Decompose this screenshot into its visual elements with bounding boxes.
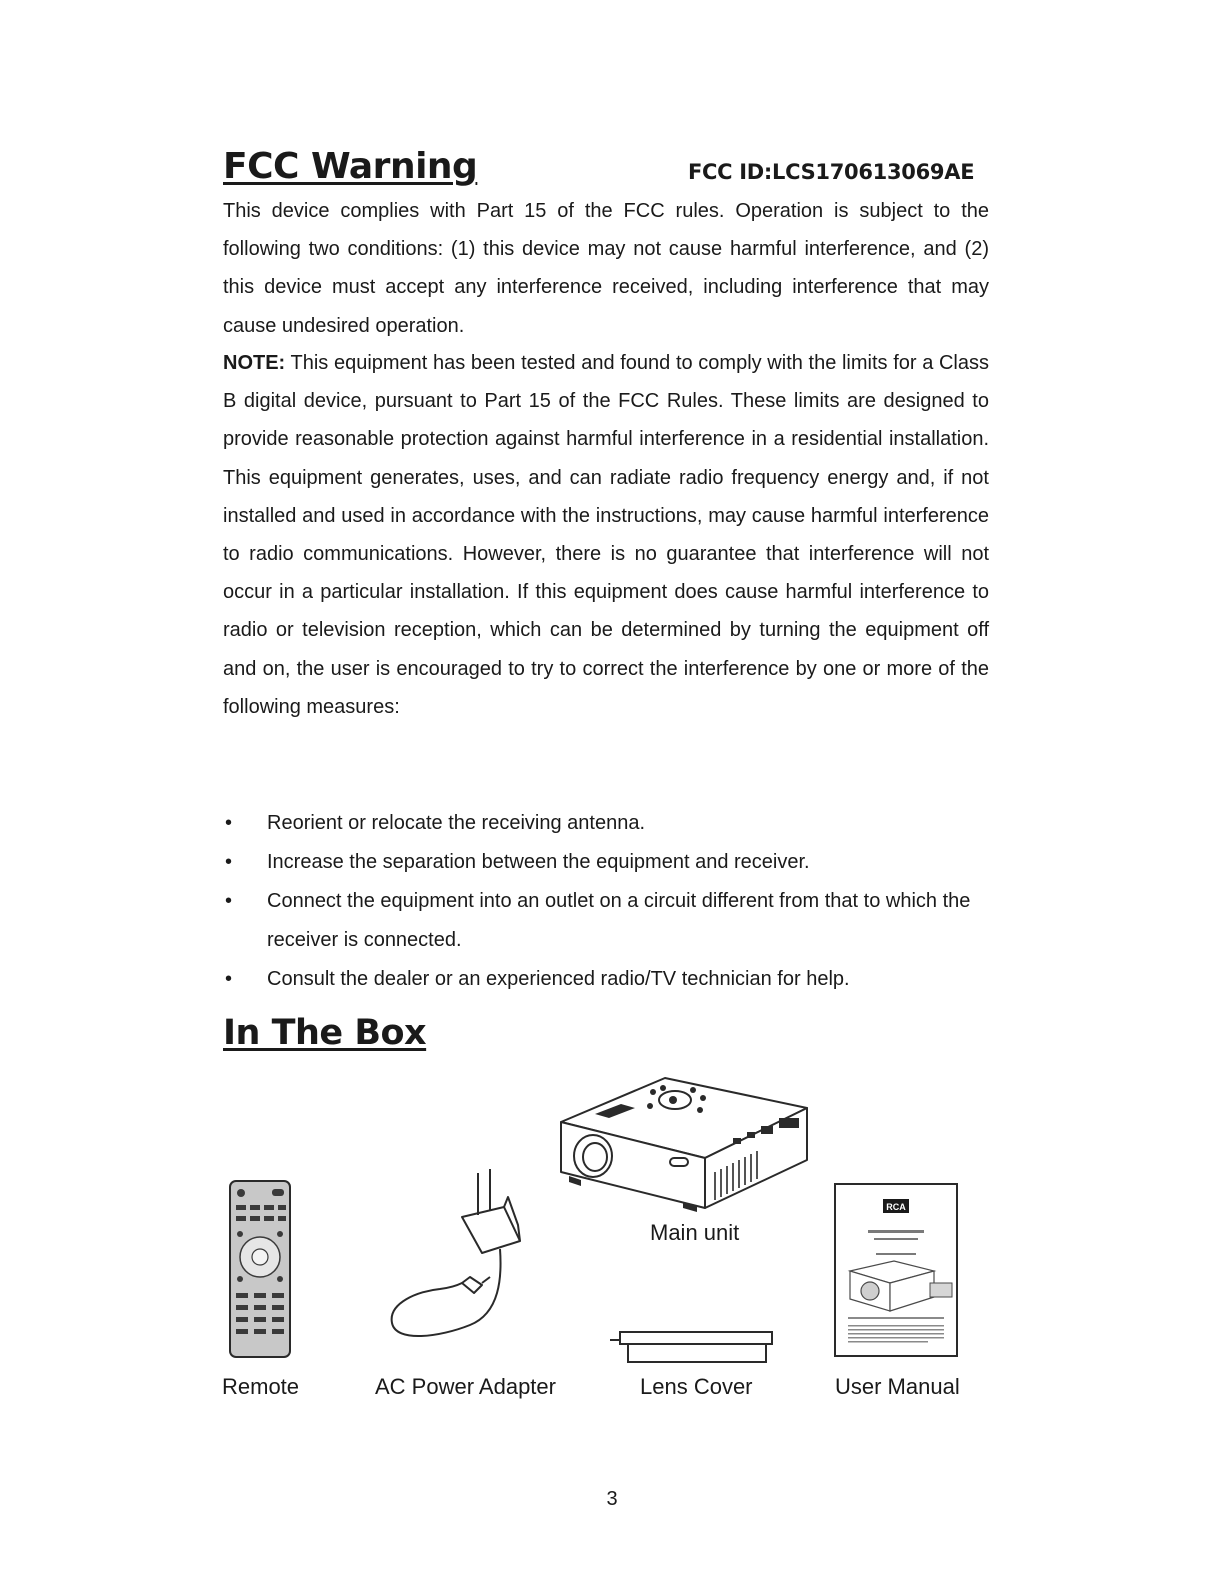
fcc-id-label: FCC ID:LCS170613069AE (688, 160, 975, 184)
list-item: • Reorient or relocate the receiving antenna. (223, 804, 983, 843)
fcc-compliance-paragraph: This device complies with Part 15 of the FCC rules. Operation is subject to the following two conditions: (1) this device may not cause harmful interference, and (2) this device must accept any interference received, including interference that may cause undesired operation. (223, 200, 989, 337)
user-manual-illustration (834, 1183, 960, 1359)
page-number: 3 (606, 1488, 618, 1510)
bullet-icon: • (225, 890, 233, 912)
lens-cover-caption: Lens Cover (640, 1374, 753, 1399)
projector-illustration (555, 1072, 817, 1214)
main-unit-caption: Main unit (650, 1220, 740, 1245)
bullet-icon: • (225, 968, 233, 990)
ac-adapter-illustration (386, 1165, 522, 1351)
list-item: • Increase the separation between the equipment and receiver. (223, 843, 983, 882)
ac-adapter-caption: AC Power Adapter (375, 1374, 556, 1399)
list-item: • Connect the equipment into an outlet on a circuit different from that to which the receiver is connected. (223, 882, 983, 960)
list-item: • Consult the dealer or an experienced radio/TV technician for help. (223, 960, 983, 999)
bullet-icon: • (225, 851, 233, 873)
remote-caption: Remote (222, 1374, 300, 1399)
fcc-warning-heading: FCC Warning (223, 146, 478, 187)
user-manual-caption: User Manual (835, 1374, 960, 1399)
bullet-icon: • (225, 812, 233, 834)
fcc-note-paragraph (223, 344, 989, 726)
remote-illustration (228, 1179, 294, 1361)
measures-list (223, 804, 983, 999)
in-the-box-heading: In The Box (223, 1013, 427, 1053)
lens-cover-illustration (608, 1328, 778, 1366)
manual-brand-logo: RCA (886, 1202, 906, 1212)
note-label: NOTE: (223, 352, 286, 374)
note-text: This equipment has been tested and found to comply with the limits for a Class B digital device, pursuant to Part 15 of the FCC Rules. These limits are designed to provide reasonable protection against harmful interference in a residential installation. This equipment generates, uses, and can radiate radio frequency energy and, if not installed and used in accordance with the instructions, may cause harmful interference to radio communications. However, there is no guarantee that interference will not occur in a particular installation. If this equipment does cause harmful interference to radio or television reception, which can be determined by turning the equipment off and on, the user is encouraged to try to correct the interference by one or more of the following measures: (223, 352, 989, 718)
